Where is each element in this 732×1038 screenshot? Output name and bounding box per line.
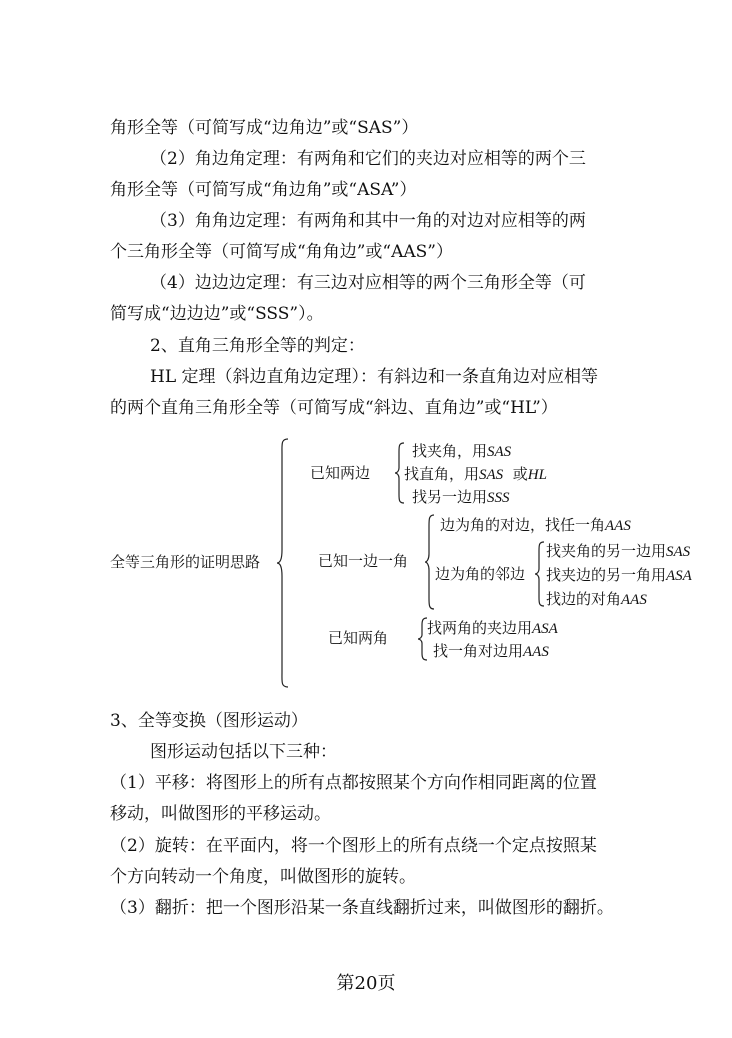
two-angles-option-2: 找一角对边用AAS bbox=[433, 642, 549, 660]
section3-title: 3、全等变换（图形运动） bbox=[110, 711, 308, 731]
branch-two-angles-label: 已知两角 bbox=[328, 629, 389, 647]
side-angle-adjacent-label: 边为角的邻边 bbox=[435, 565, 526, 583]
diagram-root-label: 全等三角形的证明思路 bbox=[110, 553, 261, 571]
paragraph-hl-line2: 的两个直角三角形全等（可简写成“斜边、直角边”或“HL”） bbox=[110, 398, 558, 418]
paragraph-aas-line2: 个三角形全等（可简写成“角角边”或“AAS”） bbox=[110, 242, 453, 262]
branch-side-angle-brace bbox=[424, 514, 436, 610]
section3-intro: 图形运动包括以下三种： bbox=[150, 742, 337, 762]
paragraph-hl-line1: HL 定理（斜边直角边定理）：有斜边和一条直角边对应相等 bbox=[150, 367, 599, 387]
adjacent-option-2: 找夹边的另一角用ASA bbox=[546, 566, 692, 584]
adjacent-option-3: 找边的对角AAS bbox=[546, 590, 647, 608]
paragraph-sss-line1: （4）边边边定理：有三边对应相等的两个三角形全等（可 bbox=[150, 273, 586, 293]
paragraph-asa-line1: （2）角边角定理：有两角和它们的夹边对应相等的两个三 bbox=[150, 149, 586, 169]
paragraph-sss-line2: 简写成“边边边”或“SSS”）。 bbox=[110, 304, 324, 324]
page-number: 第20页 bbox=[336, 973, 396, 994]
branch-two-sides-label: 已知两边 bbox=[310, 464, 371, 482]
root-brace bbox=[276, 438, 290, 688]
rotation-line2: 个方向转动一个角度，叫做图形的旋转。 bbox=[110, 867, 416, 887]
branch-side-angle-label: 已知一边一角 bbox=[318, 552, 409, 570]
two-sides-option-1: 找夹角，用SAS bbox=[412, 442, 512, 460]
rotation-line1: （2）旋转：在平面内，将一个图形上的所有点绕一个定点按照某 bbox=[110, 836, 597, 856]
heading-right-triangle: 2、直角三角形全等的判定： bbox=[150, 336, 365, 356]
translation-line2: 移动，叫做图形的平移运动。 bbox=[110, 804, 331, 824]
paragraph-sas-end: 角形全等（可简写成“边角边”或“SAS”） bbox=[110, 118, 419, 138]
adjacent-option-1: 找夹角的另一边用SAS bbox=[546, 542, 691, 560]
reflection-line: （3）翻折：把一个图形沿某一条直线翻折过来，叫做图形的翻折。 bbox=[110, 898, 614, 918]
two-sides-option-3: 找另一边用SSS bbox=[412, 488, 510, 506]
paragraph-asa-line2: 角形全等（可简写成“角边角”或“ASA”） bbox=[110, 180, 417, 200]
paragraph-aas-line1: （3）角角边定理：有两角和其中一角的对边对应相等的两 bbox=[150, 211, 586, 231]
two-angles-option-1: 找两角的夹边用ASA bbox=[427, 619, 558, 637]
adjacent-brace bbox=[534, 541, 546, 607]
side-angle-opposite-option: 边为角的对边，找任一角AAS bbox=[440, 516, 631, 534]
two-sides-option-2: 找直角，用SAS 或HL bbox=[404, 465, 547, 483]
translation-line1: （1）平移：将图形上的所有点都按照某个方向作相同距离的位置 bbox=[110, 773, 597, 793]
